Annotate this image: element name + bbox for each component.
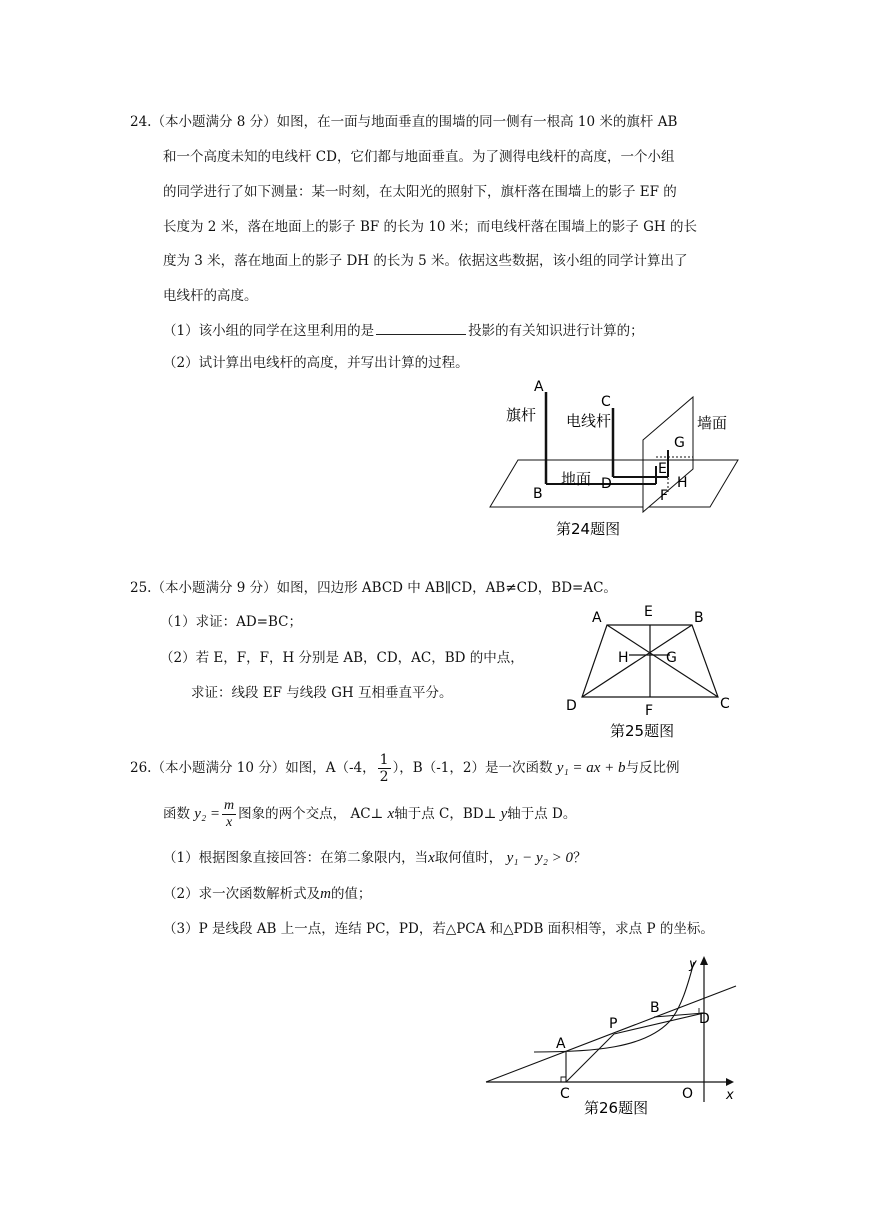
- q26-fraction-mx: [222, 798, 236, 831]
- q26-sub1: [163, 848, 587, 868]
- fig25-point-a: A: [592, 610, 602, 626]
- q26-l2b: 图象的两个交点， AC⊥: [238, 806, 384, 822]
- fig26-point-a: A: [556, 1036, 566, 1052]
- fig25-point-f: F: [645, 703, 654, 719]
- q24-sub2: （2）试计算出电线杆的高度，并写出计算的过程。: [163, 355, 469, 371]
- q25-sub2: （2）若 E，F，F，H 分别是 AB，CD，AC，BD 的中点，: [160, 650, 524, 666]
- fig26-point-p: P: [609, 1016, 618, 1032]
- q26-l1c: 与反比例: [625, 760, 680, 776]
- fig24-label-ground: 地面: [561, 470, 592, 488]
- q26-l1b: ），B（-1，2）是一次函数: [392, 760, 553, 776]
- fig25-point-c: C: [720, 696, 730, 712]
- fig25-point-d: D: [566, 698, 577, 714]
- q24-line-5: 度为 3 米，落在地面上的影子 DH 的长为 5 米。依据这些数据，该小组的同学计算出了: [163, 253, 688, 269]
- fig24-point-c: C: [601, 394, 611, 410]
- q26-line-2: [163, 798, 576, 831]
- fig26-point-b: B: [650, 1000, 660, 1016]
- fig24-caption: 第24题图: [556, 520, 621, 538]
- q25-sub1: （1）求证：AD=BC；: [160, 614, 302, 630]
- q26-l1a: 26.（本小题满分 10 分）如图，A（-4，: [130, 760, 376, 776]
- fig26-axis-x: x: [726, 1088, 734, 1103]
- figure-24: [488, 374, 744, 544]
- fig25-caption: 第25题图: [610, 722, 675, 740]
- q26-sub1-x: x: [428, 850, 435, 866]
- fig24-label-wall: 墙面: [697, 414, 728, 432]
- q24-sub1: [163, 320, 644, 341]
- q26-sub1b: 取何值时，: [434, 850, 503, 866]
- q26-sub2a: （2）求一次函数解析式及: [163, 886, 321, 902]
- fig26-axis-y: y: [689, 957, 697, 972]
- fig24-point-e: E: [658, 461, 667, 477]
- q26-sub1-eq: y₁ − y₂ > 0: [506, 850, 574, 866]
- q26-line-1: [130, 752, 680, 785]
- q24-line-3: 的同学进行了如下测量：某一时刻，在太阳光的照射下，旗杆落在围墙上的影子 EF 的: [163, 184, 677, 200]
- fig24-point-g: G: [674, 435, 685, 451]
- q26-l2-num: m: [224, 798, 235, 813]
- q24-line-2: 和一个高度未知的电线杆 CD，它们都与地面垂直。为了测得电线杆的高度，一个小组: [163, 149, 675, 165]
- fig26-caption: 第26题图: [584, 1099, 649, 1117]
- q26-l1-eq: y₁ = ax + b: [556, 760, 626, 776]
- q26-l2-x: x: [387, 806, 395, 822]
- figure-26: [484, 950, 744, 1125]
- q25-sub2b: 求证：线段 EF 与线段 GH 互相垂直平分。: [191, 685, 453, 701]
- q26-sub3: （3）P 是线段 AB 上一点，连结 PC，PD，若△PCA 和△PDB 面积相等，求点 P 的坐标。: [163, 921, 714, 937]
- answer-blank[interactable]: [376, 320, 466, 335]
- q25-line-1: 25.（本小题满分 9 分）如图，四边形 ABCD 中 AB∥CD，AB≠CD，BD=AC。: [130, 580, 617, 596]
- fig26-point-c: C: [560, 1086, 570, 1102]
- fig26-point-o: O: [682, 1086, 694, 1102]
- fig25-point-g: G: [666, 650, 677, 666]
- q24-line-1: 24.（本小题满分 8 分）如图，在一面与地面垂直的围墙的同一侧有一根高 10 米的旗杆 AB: [130, 114, 678, 130]
- fig25-point-e: E: [644, 604, 653, 620]
- q26-l2-y2: y: [500, 806, 508, 822]
- q26-sub2: [163, 884, 371, 904]
- figure-25: [560, 600, 740, 742]
- fig25-point-h: H: [618, 650, 629, 666]
- q24-line-4: 长度为 2 米，落在地面上的影子 BF 的长为 10 米；而电线杆落在围墙上的影子 GH 的长: [163, 219, 697, 235]
- fig24-point-d: D: [601, 476, 612, 492]
- q26-sub1c: ？: [573, 850, 587, 866]
- q26-fraction-half: [378, 752, 391, 785]
- q26-l2d: 轴于点 D。: [507, 806, 577, 822]
- fig24-point-h: H: [677, 475, 688, 491]
- q26-l2-y: y₂ =: [194, 806, 221, 822]
- q24-sub1-after: 投影的有关知识进行计算的；: [468, 323, 644, 339]
- q26-sub1a: （1）根据图象直接回答：在第二象限内，当: [163, 850, 429, 866]
- q26-frac-num: 1: [379, 752, 389, 768]
- q26-l2a: 函数: [163, 806, 190, 822]
- q26-sub2b: 的值；: [330, 886, 372, 902]
- q26-l2-den: x: [226, 815, 233, 830]
- fig24-point-f: F: [660, 488, 669, 504]
- fig25-point-b: B: [694, 610, 704, 626]
- q24-sub1-before: （1）该小组的同学在这里利用的是: [163, 323, 375, 339]
- q26-sub2-m: m: [320, 886, 331, 902]
- q26-frac-den: 2: [379, 769, 389, 785]
- q24-line-6: 电线杆的高度。: [163, 288, 258, 304]
- fig24-label-pole: 电线杆: [566, 412, 612, 430]
- fig24-label-flagpole: 旗杆: [506, 406, 537, 424]
- fig24-point-a: A: [534, 379, 544, 395]
- fig26-point-d: D: [699, 1011, 710, 1027]
- fig24-point-b: B: [533, 486, 543, 502]
- q26-l2c: 轴于点 C，BD⊥: [394, 806, 497, 822]
